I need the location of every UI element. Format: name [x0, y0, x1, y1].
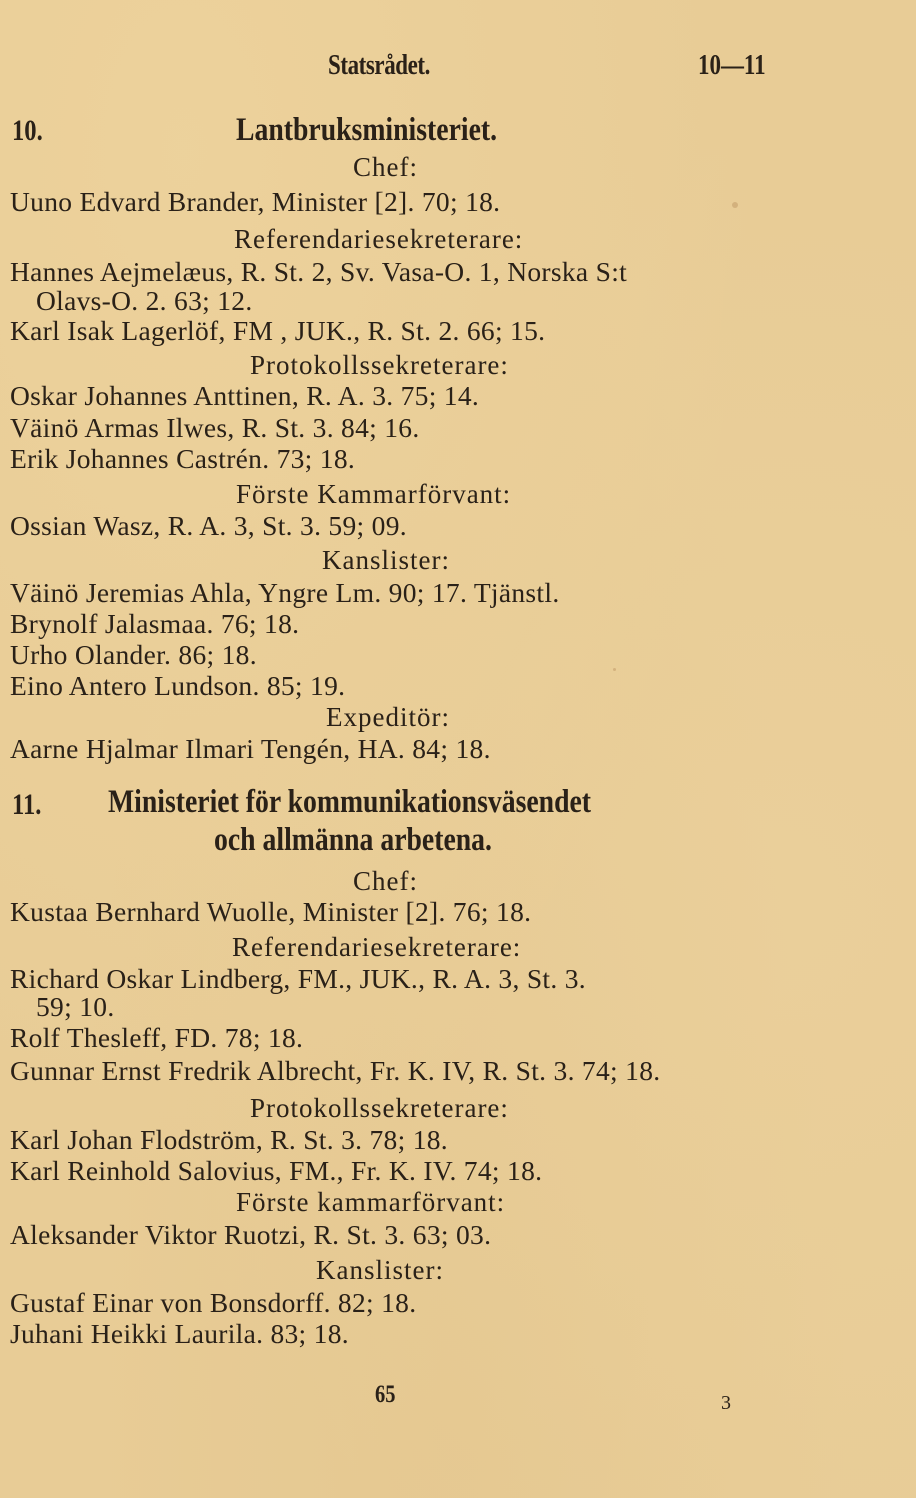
personnel-entry: Urho Olander. 86; 18. — [10, 639, 257, 670]
personnel-entry: Richard Oskar Lindberg, FM., JUK., R. A. 3, St. 3. — [10, 963, 586, 994]
personnel-entry: Uuno Edvard Brander, Minister [2]. 70; 18. — [10, 186, 501, 217]
personnel-entry: Gustaf Einar von Bonsdorff. 82; 18. — [10, 1287, 417, 1318]
personnel-entry: Gunnar Ernst Fredrik Albrecht, Fr. K. IV, R. St. 3. 74; 18. — [10, 1055, 661, 1086]
role-heading-chef: Chef: — [353, 152, 418, 182]
personnel-entry-continuation: 59; 10. — [36, 991, 115, 1022]
page-number: 65 — [375, 1381, 396, 1408]
personnel-entry: Ossian Wasz, R. A. 3, St. 3. 59; 09. — [10, 510, 407, 541]
personnel-entry: Rolf Thesleff, FD. 78; 18. — [10, 1022, 304, 1053]
personnel-entry: Karl Reinhold Salovius, FM., Fr. K. IV. 74; 18. — [10, 1155, 543, 1186]
personnel-entry: Oskar Johannes Anttinen, R. A. 3. 75; 14. — [10, 380, 480, 411]
running-head — [0, 50, 916, 84]
role-heading-chef: Chef: — [353, 866, 418, 896]
paper-fleck — [613, 668, 616, 671]
role-heading-forste-kammarforvant: Förste kammarförvant: — [236, 1187, 506, 1217]
personnel-entry: Brynolf Jalasmaa. 76; 18. — [10, 608, 300, 639]
role-heading-protokollssekreterare: Protokollssekreterare: — [250, 350, 509, 380]
personnel-entry: Väinö Armas Ilwes, R. St. 3. 84; 16. — [10, 412, 420, 443]
section-number: 11. — [12, 788, 42, 821]
running-head-range: 10—11 — [698, 50, 766, 81]
running-head-title: Statsrådet. — [328, 50, 430, 81]
section-title: Lantbruksministeriet. — [236, 112, 498, 148]
role-heading-referendariesekreterare: Referendariesekreterare: — [232, 932, 522, 962]
personnel-entry: Karl Johan Flodström, R. St. 3. 78; 18. — [10, 1124, 448, 1155]
personnel-entry: Väinö Jeremias Ahla, Yngre Lm. 90; 17. Tjänstl. — [10, 577, 560, 608]
personnel-entry: Juhani Heikki Laurila. 83; 18. — [10, 1318, 349, 1349]
role-heading-kanslister: Kanslister: — [316, 1255, 444, 1285]
personnel-entry-continuation: Olavs-O. 2. 63; 12. — [36, 285, 253, 316]
section-title-line-2: och allmänna arbetena. — [214, 822, 492, 858]
role-heading-forste-kammarforvant: Förste Kammarförvant: — [236, 479, 512, 509]
section-title-line-1: Ministeriet för kommunikationsväsendet — [108, 784, 592, 820]
personnel-entry: Karl Isak Lagerlöf, FM , JUK., R. St. 2. 66; 15. — [10, 315, 546, 346]
section-number: 10. — [12, 114, 43, 147]
personnel-entry: Aleksander Viktor Ruotzi, R. St. 3. 63; 03. — [10, 1219, 492, 1250]
role-heading-kanslister: Kanslister: — [322, 545, 450, 575]
personnel-entry: Hannes Aejmelæus, R. St. 2, Sv. Vasa-O. 1, Norska S:t — [10, 256, 628, 287]
personnel-entry: Kustaa Bernhard Wuolle, Minister [2]. 76; 18. — [10, 896, 532, 927]
role-heading-referendariesekreterare: Referendariesekreterare: — [234, 224, 524, 254]
personnel-entry: Erik Johannes Castrén. 73; 18. — [10, 443, 356, 474]
role-heading-protokollssekreterare: Protokollssekreterare: — [250, 1093, 509, 1123]
personnel-entry: Eino Antero Lundson. 85; 19. — [10, 670, 346, 701]
role-heading-expeditor: Expeditör: — [326, 702, 450, 732]
paper-fleck — [732, 202, 738, 208]
personnel-entry: Aarne Hjalmar Ilmari Tengén, HA. 84; 18. — [10, 733, 491, 764]
signature-mark: 3 — [721, 1392, 731, 1414]
